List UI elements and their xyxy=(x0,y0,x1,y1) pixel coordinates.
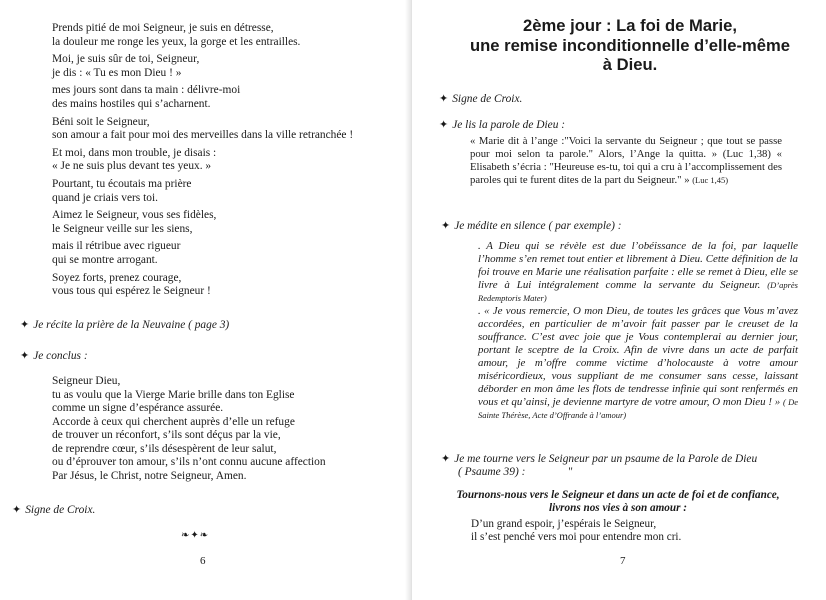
title-line: à Dieu. xyxy=(602,55,658,74)
psalm-line: Pourtant, tu écoutais ma prière xyxy=(52,177,192,190)
psalm-line: vous tous qui espérez le Seigneur ! xyxy=(52,285,211,298)
psalm-line: il s’est penché vers moi pour entendre mon cri. xyxy=(471,531,682,544)
psalm-line: Et moi, dans mon trouble, je disais : xyxy=(52,146,217,159)
day-title xyxy=(434,16,826,75)
meditate-instruction xyxy=(441,219,622,232)
meditation-reference: (D’après Redemptoris Mater) xyxy=(478,280,798,303)
psalm-line: Aimez le Seigneur, vous ses fidèles, xyxy=(52,209,217,222)
psalm-line: Béni soit le Seigneur, xyxy=(52,115,150,128)
tournons-heading xyxy=(438,489,798,515)
psalm-line: le Seigneur veille sur les siens, xyxy=(52,222,193,235)
psalm-stanza xyxy=(52,84,353,111)
prayer-line: de trouver un réconfort, s’ils sont déçus par la vie, xyxy=(52,429,281,441)
psalm-stanza xyxy=(52,147,353,174)
meditate-text: Je médite en silence ( par exemple) : xyxy=(454,220,622,232)
tournons-line: livrons nos vies à son amour : xyxy=(548,502,687,515)
star-bullet-icon: ✦ xyxy=(441,453,451,465)
quote-text: « Marie dit à l’ange :"Voici la servante du Seigneur ; que tout se passe pour moi selon ta parole." Alors, l’Ange la quitta. » (Luc 1,38) « Elisabeth s’écria : "Heureuse es-tu, toi qui a cru à l’accomplissement des paroles qui te furent dites de la part du Seigneur." » xyxy=(470,135,782,186)
psalm-opening xyxy=(471,518,681,545)
meditation-redemptoris xyxy=(478,240,798,305)
sign-of-cross-left xyxy=(12,503,95,516)
star-bullet-icon: ✦ xyxy=(441,220,451,232)
psalm-stanza xyxy=(52,240,353,267)
star-bullet-icon: ✦ xyxy=(439,93,449,105)
stray-quote-mark: " xyxy=(568,466,573,478)
psalm-stanza xyxy=(52,209,353,236)
sign-cross-text: Signe de Croix. xyxy=(25,504,96,516)
prayer-line: Accorde à ceux qui cherchent auprès d’elle un refuge xyxy=(52,415,295,428)
psalm-line: Moi, je suis sûr de toi, Seigneur, xyxy=(52,53,200,66)
psalm-line: « Je ne suis plus devant tes yeux. » xyxy=(52,160,212,173)
closing-prayer xyxy=(52,375,326,483)
psalm-line: Soyez forts, prenez courage, xyxy=(52,271,182,284)
prayer-line: de reprendre cœur, s’ils désespèrent de leur salut, xyxy=(52,442,277,455)
psalm-line: des mains hostiles qui s’acharnent. xyxy=(52,97,211,110)
ornament-divider: ❧✦❧ xyxy=(181,530,210,541)
prayer-line: tu as voulu que la Vierge Marie brille dans ton Eglise xyxy=(52,388,295,401)
psalm-line: je dis : « Tu es mon Dieu ! » xyxy=(52,66,182,79)
meditation-therese xyxy=(478,305,798,422)
psalm-line: quand je criais vers toi. xyxy=(52,191,158,204)
star-bullet-icon: ✦ xyxy=(20,319,30,331)
sign-cross-text: Signe de Croix. xyxy=(452,93,523,105)
prayer-line: comme un signe d’espérance assurée. xyxy=(52,402,224,414)
star-bullet-icon: ✦ xyxy=(439,119,449,131)
page-number-left: 6 xyxy=(200,555,206,567)
recite-instruction xyxy=(20,318,229,331)
title-line: une remise inconditionnelle d’elle-même xyxy=(470,35,790,55)
title-line: 2ème jour : La foi de Marie, xyxy=(523,16,737,35)
psalm-line: son amour a fait pour moi des merveilles dans la ville retranchée ! xyxy=(52,129,354,142)
star-bullet-icon: ✦ xyxy=(20,350,30,362)
meditation-text: . A Dieu qui se révèle est due l’obéissance de la foi, par laquelle l’homme s’en remet tout entier et librement à Dieu. Cette définition de la foi trouve en Marie une réalisation parfaite : elle se remet à Dieu, elle se livre à Lui intégralement comme la servante du Seigneur. xyxy=(478,240,798,291)
star-bullet-icon: ✦ xyxy=(12,504,22,516)
prayer-line: Par Jésus, le Christ, notre Seigneur, Amen. xyxy=(52,469,247,482)
read-text: Je lis la parole de Dieu : xyxy=(452,119,566,131)
psalm-line: mes jours sont dans ta main : délivre-moi xyxy=(52,84,241,97)
psalm-stanza xyxy=(52,53,353,80)
read-instruction xyxy=(439,118,565,131)
psalm-stanza xyxy=(52,272,353,299)
left-page xyxy=(0,0,412,600)
psalm-line: la douleur me ronge les yeux, la gorge et les entrailles. xyxy=(52,35,301,48)
recite-text: Je récite la prière de la Neuvaine ( page 3) xyxy=(33,319,230,331)
psalm-line: qui se montre arrogant. xyxy=(52,253,158,266)
meditation-text: . « Je vous remercie, O mon Dieu, de toutes les grâces que Vous m’avez accordées, en particulier de m’avoir fait passer par le creuset de la souffrance. C’est avec joie que je Vous contemplerai au dernier jour, portant le sceptre de la Croix. Afin de vivre dans un acte de parfait amour, je m’offre comme victime d’holocauste à votre amour miséricordieux, vous suppliant de me consumer sans cesse, laissant déborder en mon âme les flots de tendresse infinie qui sont renfermés en vous et qu’ainsi, je devienne martyre de votre amour, O mon Dieu ! » xyxy=(478,305,798,408)
psalm-stanza xyxy=(52,22,353,49)
quote-reference: (Luc 1,45) xyxy=(692,174,729,185)
meditation-reference: ( De Sainte Thérèse, Acte d’Offrande à l’amour) xyxy=(478,397,798,420)
psalm-text xyxy=(52,22,353,303)
psalm-stanza xyxy=(52,178,353,205)
prayer-line: Seigneur Dieu, xyxy=(52,375,121,387)
prayer-line: ou d’éprouver ton amour, s’ils n’ont connu aucune affection xyxy=(52,456,326,468)
turn-text-psalm-ref: ( Psaume 39) : xyxy=(458,466,526,478)
psalm-line: mais il rétribue avec rigueur xyxy=(52,240,181,253)
sign-of-cross-right xyxy=(439,92,522,105)
tournons-line: Tournons-nous vers le Seigneur et dans un acte de foi et de confiance, xyxy=(456,489,780,501)
psalm-line: Prends pitié de moi Seigneur, je suis en détresse, xyxy=(52,22,274,34)
scripture-quote xyxy=(470,135,782,187)
conclus-text: Je conclus : xyxy=(33,350,88,362)
conclus-instruction xyxy=(20,349,88,362)
psalm-turn-instruction xyxy=(441,453,757,479)
psalm-line: D’un grand espoir, j’espérais le Seigneur, xyxy=(471,518,657,530)
psalm-stanza xyxy=(52,116,353,143)
page-number-right: 7 xyxy=(620,555,626,567)
turn-text: Je me tourne vers le Seigneur par un psaume de la Parole de Dieu xyxy=(454,453,758,465)
